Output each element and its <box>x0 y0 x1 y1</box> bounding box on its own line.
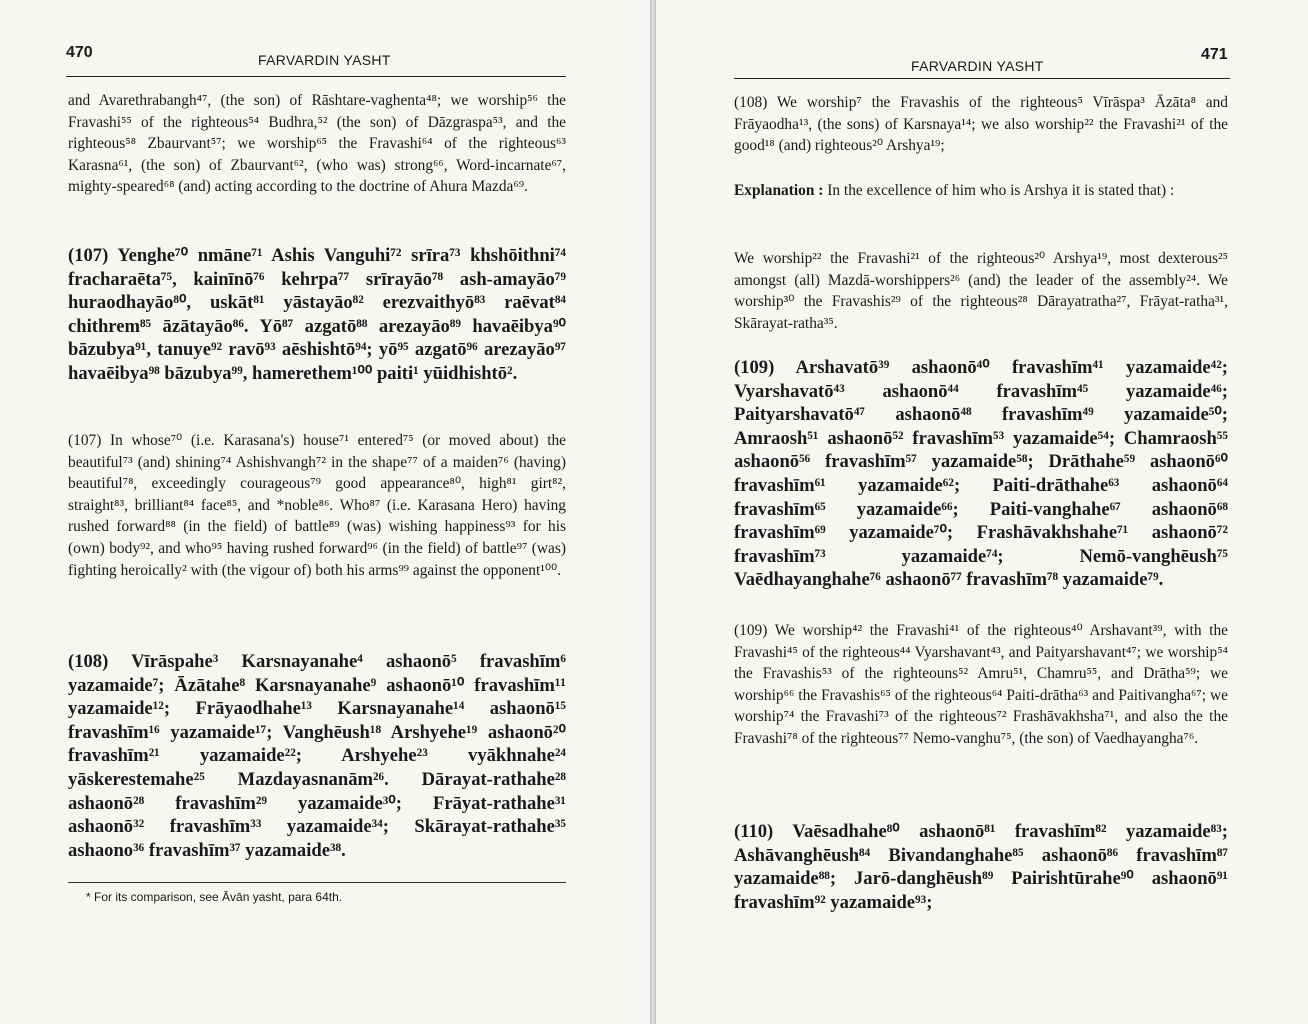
running-head: FARVARDIN YASHT <box>258 52 391 68</box>
avesta-verse-107 <box>68 244 566 386</box>
avesta-110-text: (110) Vaēsadhahe⁸⁰ ashaonō⁸¹ fravashīm⁸² yazamaide⁸³; Ashāvanghēush⁸⁴ Bivandanghahe⁸⁵ ashaonō⁸⁶ fravashīm⁸⁷ yazamaide⁸⁸; Jarō-danghēush⁸⁹ Pairishtūrahe⁹⁰ ashaonō⁹¹ fravashīm⁹² yazamaide⁹³; <box>734 821 1228 913</box>
avesta-107-text: (107) Yenghe⁷⁰ nmāne⁷¹ Ashis Vanguhi⁷² srīra⁷³ khshōithni⁷⁴ fracharaēta⁷⁵, kainīnō⁷⁶ kehrpa⁷⁷ srīrayāo⁷⁸ ash-amayāo⁷⁹ huraodhayāo⁸⁰, uskāt⁸¹ yāstayāo⁸² erezvaithyō⁸³ raēvat⁸⁴ chithrem⁸⁵ āzātayāo⁸⁶. Yō⁸⁷ azgatō⁸⁸ arezayāo⁸⁹ havaēibya⁹⁰ bāzubya⁹¹, tanuye⁹² ravō⁹³ aēshishtō⁹⁴; yō⁹⁵ azgatō⁹⁶ arezayāo⁹⁷ havaēibya⁹⁸ bāzubya⁹⁹, hamerethem¹⁰⁰ paiti¹ yūidhishtō². <box>68 245 566 384</box>
translation-109-text: (109) We worship⁴² the Fravashi⁴¹ of the righteous⁴⁰ Arshavant³⁹, with the Fravashi⁴⁵ of the righteous⁴⁴ Vyarshavant⁴³, and Paityarshavant⁴⁷; we worship⁵⁴ the Fravashis⁵³ of the righteouns⁵² Amru⁵¹, Chamru⁵⁵, and Drātha⁵⁹; we worship⁶⁶ the Fravashis⁶⁵ of the righteous⁶⁴ Paiti-drātha⁶³ and Paitivangha⁶⁷; we worship⁷⁴ the Fravashi⁷³ of the righteous⁷² Frashāvakhsha⁷¹, and also the the Fravashi⁷⁸ of the righteous⁷⁷ Nemo-vanghu⁷⁵, (the son) of Vaedhayangha⁷⁶. <box>734 622 1228 747</box>
avesta-109-text: (109) Arshavatō³⁹ ashaonō⁴⁰ fravashīm⁴¹ yazamaide⁴²; Vyarshavatō⁴³ ashaonō⁴⁴ fravashīm⁴⁵ yazamaide⁴⁶; Paityarshavatō⁴⁷ ashaonō⁴⁸ fravashīm⁴⁹ yazamaide⁵⁰; Amraosh⁵¹ ashaonō⁵² fravashīm⁵³ yazamaide⁵⁴; Chamraosh⁵⁵ ashaonō⁵⁶ fravashīm⁵⁷ yazamaide⁵⁸; Drāthahe⁵⁹ ashaonō⁶⁰ fravashīm⁶¹ yazamaide⁶²; Paiti-drāthahe⁶³ ashaonō⁶⁴ fravashīm⁶⁵ yazamaide⁶⁶; Paiti-vanghahe⁶⁷ ashaonō⁶⁸ fravashīm⁶⁹ yazamaide⁷⁰; Frashāvakhshahe⁷¹ ashaonō⁷² fravashīm⁷³ yazamaide⁷⁴; Nemō-vanghēush⁷⁵ Vaēdhayanghahe⁷⁶ ashaonō⁷⁷ fravashīm⁷⁸ yazamaide⁷⁹. <box>734 357 1228 591</box>
running-head: FARVARDIN YASHT <box>911 58 1044 74</box>
intro-paragraph <box>68 90 566 198</box>
translation-108-text: (108) We worship⁷ the Fravashis of the righteous⁵ Vīrāspa³ Āzāta⁸ and Frāyaodha¹³, (the sons) of Karsnaya¹⁴; we also worship²² the Fravashi²¹ of the good¹⁸ (and) righteous²⁰ Arshya¹⁹; <box>734 94 1228 155</box>
explanation-text: In the excellence of him who is Arshya it is stated that) : <box>827 182 1175 199</box>
translation-109 <box>734 620 1228 750</box>
footnote: * For its comparison, see Āvān yasht, para 64th. <box>86 890 343 904</box>
translation-108b <box>734 248 1228 334</box>
header-rule <box>66 76 566 77</box>
page-number: 471 <box>1201 46 1228 63</box>
page-number: 470 <box>66 44 93 61</box>
footnote-rule <box>68 882 566 883</box>
translation-108 <box>734 92 1228 157</box>
translation-107 <box>68 430 566 581</box>
avesta-verse-110 <box>734 820 1228 914</box>
avesta-verse-108 <box>68 650 566 862</box>
intro-text: and Avarethrabangh⁴⁷, (the son) of Rāshtare-vaghenta⁴⁸; we worship⁵⁶ the Fravashi⁵⁵ of the righteous⁵⁴ Budhra,⁵² (the son) of Dāzgraspa⁵³, and the righteous⁵⁸ Zbaurvant⁵⁷; we worship⁶⁵ the Fravashi⁶⁴ of the righteous⁶³ Karasna⁶¹, (the son) of Zbaurvant⁶², (who was) strong⁶⁶, Word-incarnate⁶⁷, mighty-speared⁶⁸ (and) acting according to the doctrine of Ahura Mazda⁶⁹. <box>68 92 566 196</box>
avesta-108-text: (108) Vīrāspahe³ Karsnayanahe⁴ ashaonō⁵ fravashīm⁶ yazamaide⁷; Āzātahe⁸ Karsnayanahe⁹ ashaonō¹⁰ fravashīm¹¹ yazamaide¹²; Frāyaodhahe¹³ Karsnayanahe¹⁴ ashaonō¹⁵ fravashīm¹⁶ yazamaide¹⁷; Vanghēush¹⁸ Arshyehe¹⁹ ashaonō²⁰ fravashīm²¹ yazamaide²²; Arshyehe²³ vyākhnahe²⁴ yāskerestemahe²⁵ Mazdayasnanām²⁶. Dārayat-rathahe²⁸ ashaonō²⁸ fravashīm²⁹ yazamaide³⁰; Frāyat-rathahe³¹ ashaonō³² fravashīm³³ yazamaide³⁴; Skārayat-rathahe³⁵ ashaono³⁶ fravashīm³⁷ yazamaide³⁸. <box>68 651 566 861</box>
explanation-paragraph <box>734 180 1228 202</box>
translation-107-text: (107) In whose⁷⁰ (i.e. Karasana's) house⁷¹ entered⁷⁵ (or moved about) the beautiful⁷³ (and) shining⁷⁴ Ashishvangh⁷² in the shape⁷⁷ of a maiden⁷⁶ (having) beautiful⁷⁸, exceedingly courageous⁷⁹ good appearance⁸⁰, high⁸¹ girt⁸², straight⁸³, brilliant⁸⁴ face⁸⁵, and *noble⁸⁶. Who⁸⁷ (i.e. Karasana Hero) having rushed forward⁸⁸ (in the field) of battle⁸⁹ (was) wishing happiness⁹³ for his (own) body⁹², and who⁹⁵ having rushed forward⁹⁶ (in the field) of battle⁹⁷ (was) fighting heroically² with (the vigour of) both his arms⁹⁹ against the opponent¹⁰⁰. <box>68 432 566 579</box>
avesta-verse-109 <box>734 356 1228 592</box>
explanation-label: Explanation : <box>734 182 824 199</box>
translation-108b-text: We worship²² the Fravashi²¹ of the righteous²⁰ Arshya¹⁹, most dexterous²⁵ amongst (all) Mazdā-worshippers²⁶ (and) the leader of the assembly²⁴. We worship³⁰ the Fravashis²⁹ of the righteous²⁸ Dārayatratha²⁷, Frāyat-ratha³¹, Skārayat-ratha³⁵. <box>734 250 1228 332</box>
left-page <box>0 0 650 1024</box>
explanation <box>734 180 1228 202</box>
header-rule <box>734 78 1230 79</box>
right-page <box>656 0 1308 1024</box>
